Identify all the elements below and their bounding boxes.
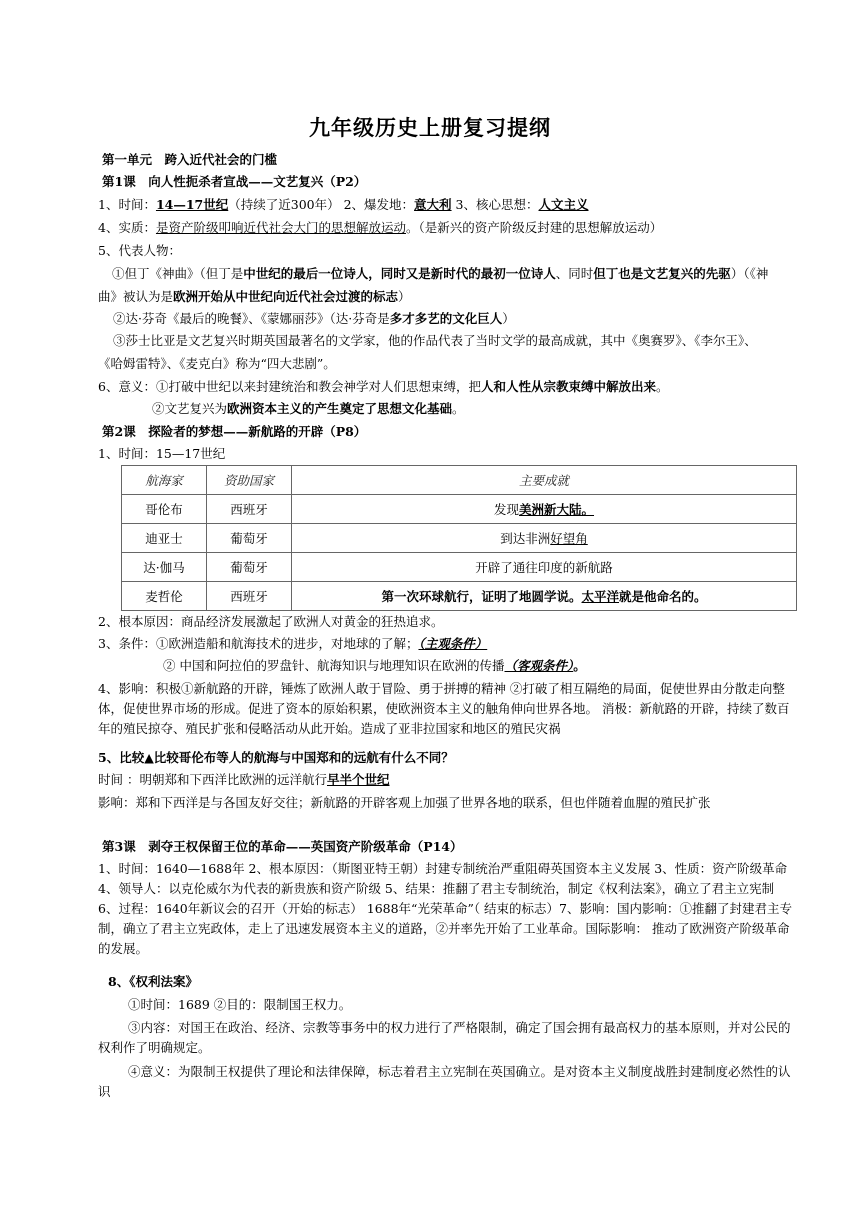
lesson1-essence xyxy=(98,218,662,238)
sponsor-country: 西班牙 xyxy=(207,495,292,524)
lesson2-condition2 xyxy=(163,656,586,676)
lesson2-time: 1、时间：15—17世纪 xyxy=(98,446,226,461)
dante-text2: 、同时 xyxy=(555,266,594,281)
figure-dante-cont xyxy=(98,287,411,307)
lesson2-cause: 2、根本原因：商品经济发展激起了欧洲人对黄金的狂热追求。 xyxy=(98,614,444,629)
condition2-end: 。 xyxy=(573,658,586,673)
figure-davinci xyxy=(113,309,515,329)
achievement-text: 开辟了通往印度的新航路 xyxy=(475,560,613,575)
lesson2-compare: 5、比较▲比较哥伦布等人的航海与中国郑和的远航有什么不同？ xyxy=(98,750,454,765)
navigator-name: 迪亚士 xyxy=(122,524,207,553)
achievement-text2: 就是他命名的。 xyxy=(619,589,707,604)
davinci-text2: ） xyxy=(502,311,515,326)
lesson1-significance1 xyxy=(98,377,669,397)
essence-note: 。（是新兴的资产阶级反封建的思想解放运动） xyxy=(405,220,663,235)
achievement-text: 发现 xyxy=(493,502,519,517)
sponsor-country: 西班牙 xyxy=(207,582,292,611)
bill-heading: 8、《权利法案》 xyxy=(108,974,198,989)
dante-text: ①但丁《神曲》（但丁是 xyxy=(112,266,244,281)
sig2-bold: 欧洲资本主义的产生奠定了思想文化基础 xyxy=(227,401,453,416)
dante-bold3: 欧洲开始从中世纪向近代社会过渡的标志 xyxy=(173,289,399,304)
condition2-emphasis: （客观条件） xyxy=(504,658,574,673)
table-row xyxy=(122,524,797,553)
sig1-text: 6、意义：①打破中世纪以来封建统治和教会神学对人们思想束缚，把 xyxy=(98,379,481,394)
achievement xyxy=(292,495,797,524)
label-place: （持续了近300年） 2、爆发地： xyxy=(228,197,415,212)
table-row xyxy=(122,553,797,582)
sig2-end: 。 xyxy=(452,401,465,416)
table-row xyxy=(122,582,797,611)
dante-text4: 曲》被认为是 xyxy=(98,289,174,304)
lesson3-heading: 第3课 剥夺王权保留王位的革命——英国资产阶级革命（P14） xyxy=(102,839,463,854)
figure-shakespeare: ③莎士比亚是文艺复兴时期英国最著名的文学家，他的作品代表了当时文学的最高成就，其中《奥赛罗》、《李尔王》、 xyxy=(113,333,757,348)
condition2-text: ② 中国和阿拉伯的罗盘针、航海知识与地理知识在欧洲的传播 xyxy=(163,658,505,673)
dante-bold2: 但丁也是文艺复兴的先驱 xyxy=(593,266,731,281)
table-row xyxy=(122,495,797,524)
achievement-text: 第一次环球航行，证明了地圆学说。 xyxy=(381,589,582,604)
sponsor-country: 葡萄牙 xyxy=(207,553,292,582)
lesson1-significance2 xyxy=(152,399,465,419)
place-value: 意大利 xyxy=(414,197,452,212)
condition1-text: 3、条件：①欧洲造船和航海技术的进步，对地球的了解； xyxy=(98,636,419,651)
achievement-text: 到达非洲 xyxy=(500,531,551,546)
dante-text3: ）（《神 xyxy=(730,266,769,281)
sig1-bold: 人和人性从宗教束缚中解放出来 xyxy=(480,379,656,394)
achievement xyxy=(292,553,797,582)
label-core: 3、核心思想： xyxy=(451,197,539,212)
condition1-emphasis: （主观条件） xyxy=(418,636,488,651)
page-title: 九年级历史上册复习提纲 xyxy=(309,116,551,140)
table-header-row xyxy=(122,466,797,495)
achievement-emphasis: 好望角 xyxy=(550,531,588,546)
achievement xyxy=(292,524,797,553)
label-time: 1、时间： xyxy=(98,197,156,212)
lesson3-body: 1、时间：1640—1688年 2、根本原因：（斯图亚特王朝）封建专制统治严重阻碍英国资本主义发展 3、性质：资产阶级革命 4、领导人：以克伦威尔为代表的新贵族和资产阶级 5、结果：推翻了君主专制统治，制定《权利法案》，确立了君主立宪制 6、过程：1640年新议会的召开（开始的标志） 1688年“光荣革命”（ 结束的标志）7、影响：国内影响：①推翻了封建君主专制，确立了君主立宪政体，走上了迅速发展资本主义的道路，②并率先开始了工业革命。国际影响： 推动了欧洲资产阶级革命的发展。 xyxy=(98,861,793,956)
bill-content: ③内容：对国王在政治、经济、宗教等事务中的权力进行了严格限制，确定了国会拥有最高权力的基本原则，并对公民的权利作了明确规定。 xyxy=(98,1020,791,1055)
lesson1-figures-label: 5、代表人物： xyxy=(98,243,181,258)
label-essence: 4、实质： xyxy=(98,220,156,235)
header-country: 资助国家 xyxy=(207,466,292,495)
figure-dante xyxy=(98,264,798,284)
lesson1-line1 xyxy=(98,195,589,215)
davinci-text: ②达·芬奇《最后的晚餐》、《蒙娜丽莎》（达·芬奇是 xyxy=(113,311,390,326)
bill-significance: ④意义：为限制王权提供了理论和法律保障，标志着君主立宪制在英国确立。是对资本主义制度战胜封建制度必然性的认识 xyxy=(98,1064,791,1099)
dante-bold1: 中世纪的最后一位诗人，同时又是新时代的最初一位诗人 xyxy=(243,266,556,281)
davinci-bold: 多才多艺的文化巨人 xyxy=(389,311,503,326)
dante-text5: ） xyxy=(398,289,411,304)
sig1-end: 。 xyxy=(655,379,669,394)
essence-value: 是资产阶级叩响近代社会大门的思想解放运动 xyxy=(155,220,406,235)
achievement xyxy=(292,582,797,611)
lesson2-compare-time xyxy=(98,770,390,790)
compare-time-text: 时间 ：明朝郑和下西洋比欧洲的远洋航行 xyxy=(98,772,327,787)
figure-shakespeare-cont: 《哈姆雷特》、《麦克白》称为“四大悲剧”。 xyxy=(98,356,336,371)
header-achievement: 主要成就 xyxy=(292,466,797,495)
navigator-name: 哥伦布 xyxy=(122,495,207,524)
lesson2-compare-effect: 影响：郑和下西洋是与各国友好交往；新航路的开辟客观上加强了世界各地的联系，但也伴随着血腥的殖民扩张 xyxy=(98,795,711,810)
lesson2-condition1 xyxy=(98,634,487,654)
lesson2-heading: 第2课 探险者的梦想——新航路的开辟（P8） xyxy=(102,424,367,439)
navigator-name: 达·伽马 xyxy=(122,553,207,582)
compare-time-emphasis: 早半个世纪 xyxy=(326,772,390,787)
lesson2-influence: 4、影响：积极①新航路的开辟，锤炼了欧洲人敢于冒险、勇于拼搏的精神 ②打破了相互隔绝的局面，促使世界由分散走向整体，促使世界市场的形成。促进了资本的原始积累，使欧洲资本主义的触角伸向世界各地。 消极：新航路的开辟，持续了数百年的殖民掠夺、殖民扩张和侵略活动从此开始。造成了亚非拉国家和地区的殖民灾祸 xyxy=(98,681,790,736)
sponsor-country: 葡萄牙 xyxy=(207,524,292,553)
achievement-emphasis: 美洲新大陆。 xyxy=(519,502,595,517)
unit-heading: 第一单元 跨入近代社会的门槛 xyxy=(102,152,278,167)
navigator-name: 麦哲伦 xyxy=(122,582,207,611)
sig2-text: ②文艺复兴为 xyxy=(152,401,228,416)
header-navigator: 航海家 xyxy=(122,466,207,495)
lesson1-heading: 第1课 向人性扼杀者宣战——文艺复兴（P2） xyxy=(102,174,367,189)
core-value: 人文主义 xyxy=(538,197,589,212)
bill-time-purpose: ①时间：1689 ②目的：限制国王权力。 xyxy=(128,997,352,1012)
time-value: 14—17世纪 xyxy=(155,197,229,212)
achievement-emphasis: 太平洋 xyxy=(581,589,619,604)
navigators-table xyxy=(121,465,797,611)
